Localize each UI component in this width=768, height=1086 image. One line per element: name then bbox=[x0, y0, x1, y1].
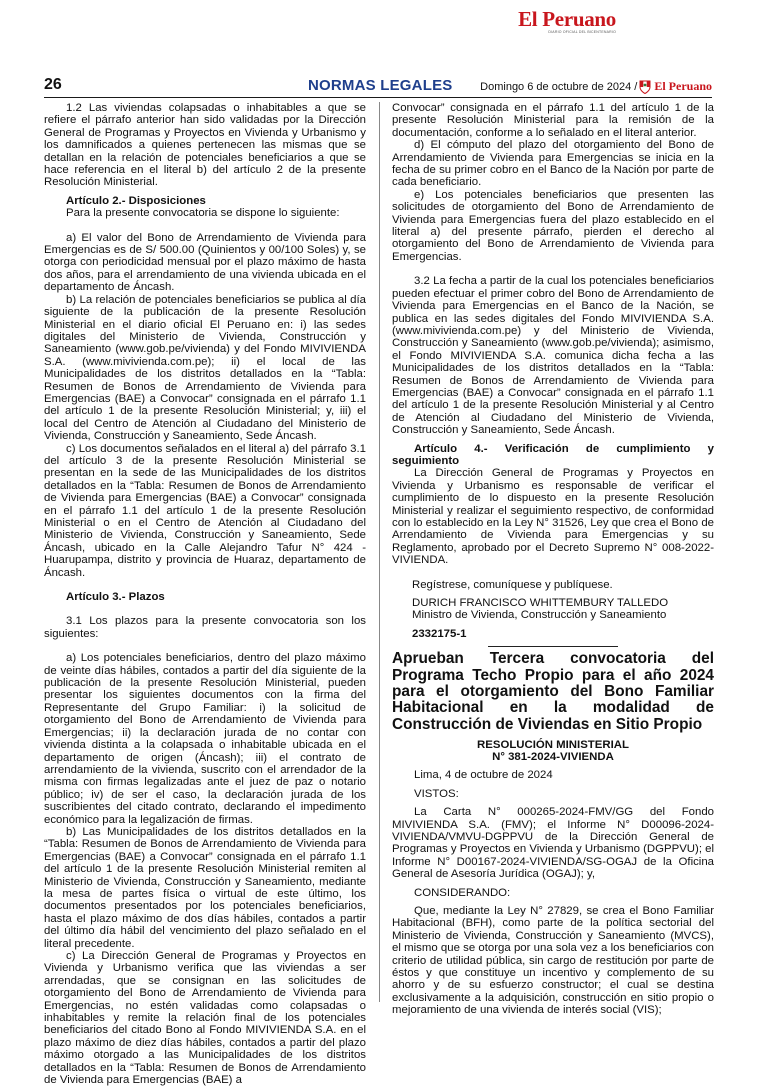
article-3-item-e: e) Los potenciales beneficiarios que presenten las solicitudes de otorgamiento del Bono de Arrendamiento de Vivienda para Emergencias fuera del plazo establecido en el literal a) del presente párrafo, pierden el derecho al otorgamiento del Bono de Arrendamiento de Vivienda para Emergencias. bbox=[392, 188, 714, 263]
publication-code: 2332175-1 bbox=[412, 627, 467, 640]
page-number: 26 bbox=[44, 76, 62, 93]
considerando-label: CONSIDERANDO: bbox=[414, 886, 511, 899]
vistos-body: La Carta N° 000265-2024-FMV/GG del Fondo MIVIVIENDA S.A. (FMV); el Informe N° D00096-2024-VIVIENDA/VMVU-DGPPVU de la Dirección General de Programas y Proyectos en Vivienda y Urbanismo (DGPPVU); el Informe N° D00167-2024-VIVIENDA/SG-OGAJ de la Oficina General de Asesoría Jurídica (OGAJ); y, bbox=[392, 806, 715, 881]
resolution-headline: Aprueban Tercera convocatoria del Programa Techo Propio para el año 2024 para el otorgamiento del Bono Familiar Habitacional en la modalidad de Construcción de Viviendas en Sitio Propio bbox=[392, 650, 714, 733]
resolution-number: N° 381-2024-VIVIENDA bbox=[492, 751, 614, 764]
brand-name: El Peruano bbox=[654, 79, 712, 93]
left-column bbox=[44, 102, 366, 1086]
separator-rule bbox=[488, 646, 618, 647]
article-3-item-a: a) Los potenciales beneficiarios, dentro del plazo máximo de veinte días hábiles, contados a partir del día siguiente de la publicación de la presente Resolución Ministerial, pueden presentar los siguientes documentos con la firma del Representante del Grupo Familiar: i) la solicitud de otorgamiento del Bono de Arrendamiento de Vivienda para Emergencias; ii) la declaración jurada de no contar con vivienda distinta a la colapsada o inhabitable ubicada en el departamento de origen (Áncash); iii) el contrato de arrendamiento de la vivienda, suscrito con el arrendador de la misma con firmas legalizadas ante el juez de paz o notario público; iv) de ser el caso, la declaración jurada de los suscribientes del citado contrato, declarando el impedimento económico para la legalización de firmas. bbox=[44, 652, 366, 826]
article-2-intro: Para la presente convocatoria se dispone lo siguiente: bbox=[66, 207, 340, 220]
paragraph-3-2: 3.2 La fecha a partir de la cual los potenciales beneficiarios pueden efectuar el primer cobro del Bono de Arrendamiento de Vivienda para Emergencias en el Banco de la Nación, se publica en las sedes digitales del Fondo MIVIVIENDA S.A. (www.mivivienda.com.pe) y del Ministerio de Vivienda, Construcción y Saneamiento (www.gob.pe/vivienda); asimismo, el Fondo MIVIVIENDA S.A. comunica dicha fecha a las Municipalidades de los distritos detallados en la “Tabla: Resumen de Bonos de Arrendamiento de Vivienda para Emergencias (BAE) a Convocar” consignada en el párrafo 1.1 del artículo 1 de la presente Resolución Ministerial y al Centro de Atención al Ciudadano del Ministerio de Vivienda, Construcción y Saneamiento, Sede Áncash. bbox=[392, 275, 714, 437]
header-date-brand bbox=[480, 79, 712, 94]
signer-name: DURICH FRANCISCO WHITTEMBURY TALLEDO bbox=[412, 597, 669, 610]
vistos-label: VISTOS: bbox=[414, 787, 459, 800]
article-3-item-d: d) El cómputo del plazo del otorgamiento del Bono de Arrendamiento de Vivienda para Emergencias se inicia en la fecha de su primer cobro en el Banco de la Nación por parte de cada beneficiario. bbox=[392, 139, 714, 189]
article-2-title: Artículo 2.- Disposiciones bbox=[66, 194, 206, 207]
place-date: Lima, 4 de octubre de 2024 bbox=[414, 769, 553, 782]
article-3-intro: 3.1 Los plazos para la presente convocatoria son los siguientes: bbox=[44, 615, 366, 640]
article-2-item-b: b) La relación de potenciales beneficiarios se publica al día siguiente de la publicación de la presente Resolución Ministerial en el diario oficial El Peruano en: i) las sedes digitales del Ministerio de Vivienda, Construcción y Saneamiento (www.gob.pe/vivienda) y del Fondo MIVIVIENDA S.A. (www.mivivienda.com.pe); ii) el local de las Municipalidades de los distritos detallados en la “Tabla: Resumen de Bonos de Arrendamiento de Vivienda para Emergencias (BAE) a Convocar” consignada en el párrafo 1.1 del artículo 1 de la presente Resolución Ministerial; y, iii) el local del Centro de Atención al Ciudadano del Ministerio de Vivienda, Construcción y Saneamiento, Sede Áncash. bbox=[44, 293, 366, 443]
coat-of-arms-icon bbox=[639, 80, 651, 94]
paragraph-1-2: 1.2 Las viviendas colapsadas o inhabitables a que se refiere el párrafo anterior han sido validadas por la Dirección General de Programas y Proyectos en Vivienda y Urbanismo y los damnificados a quienes pertenecen las mismas que se detallan en la relación de potenciales beneficiarios a que se hace referencia en el literal b) del artículo 2 de la presente Resolución Ministerial. bbox=[44, 102, 366, 189]
signer-title: Ministro de Vivienda, Construcción y Saneamiento bbox=[412, 609, 667, 622]
article-2-item-c: c) Los documentos señalados en el literal a) del párrafo 3.1 del artículo 3 de la presente Resolución Ministerial se presentan en la sede de las Municipalidades de los distritos detallados en la “Tabla: Resumen de Bonos de Arrendamiento de Vivienda para Emergencias (BAE) a Convocar” consignada en el párrafo 1.1 del artículo 1 de la presente Resolución Ministerial o en el Centro de Atención al Ciudadano del Ministerio de Vivienda, Construcción y Saneamiento, Sede Áncash, ubicado en la Calle Alejandro Tafur N° 424 - Huarupampa, distrito y provincia de Huaraz, departamento de Áncash. bbox=[44, 442, 366, 579]
continued-text: Convocar” consignada en el párrafo 1.1 del artículo 1 de la presente Resolución Ministerial para la remisión de la documentación, conforme a lo señalado en el literal anterior. bbox=[392, 102, 714, 139]
masthead-logo: El Peruano bbox=[518, 7, 616, 31]
masthead bbox=[466, 8, 616, 35]
issue-date: Domingo 6 de octubre de 2024 / bbox=[480, 80, 638, 93]
article-3-item-c: c) La Dirección General de Programas y Proyectos en Vivienda y Urbanismo verifica que las viviendas a ser arrendadas, que se consignan en las solicitudes de otorgamiento del Bono de Arrendamiento de Vivienda para Emergencias, no estén validadas como colapsadas o inhabitables y remite la relación final de los potenciales beneficiarios del citado Bono al Fondo MIVIVIENDA S.A. en el plazo máximo de diez días hábiles, contados a partir del plazo máximo otorgado a las Municipalidades de los distritos detallados en la “Tabla: Resumen de Bonos de Arrendamiento de Vivienda para Emergencias (BAE) a bbox=[44, 950, 366, 1086]
article-4-body: La Dirección General de Programas y Proyectos en Vivienda y Urbanismo es responsable de verificar el cumplimiento de lo dispuesto en la presente Resolución Ministerial y realizar el seguimiento respectivo, de conformidad con lo establecido en la Ley N° 31526, Ley que crea el Bono de Arrendamiento de Vivienda para Emergencias y su Reglamento, aprobado por el Decreto Supremo N° 008-2022-VIVIENDA. bbox=[392, 467, 714, 567]
article-2-item-a: a) El valor del Bono de Arrendamiento de Vivienda para Emergencias es de S/ 500.00 (Quinientos y 00/100 Soles) y, se otorga con periodicidad mensual por el plazo máximo de hasta dos años, para el arrendamiento de una vivienda ubicada en el departamento de Áncash. bbox=[44, 231, 366, 294]
section-title: NORMAS LEGALES bbox=[308, 77, 453, 94]
column-divider bbox=[379, 102, 380, 1002]
right-column bbox=[392, 102, 714, 1017]
closing-formula: Regístrese, comuníquese y publíquese. bbox=[412, 578, 613, 591]
article-3-title: Artículo 3.- Plazos bbox=[66, 591, 165, 604]
article-4-title: Artículo 4.- Verificación de cumplimiento y seguimiento bbox=[392, 442, 714, 467]
masthead-tagline: DIARIO OFICIAL DEL BICENTENARIO bbox=[548, 30, 616, 34]
page-header bbox=[44, 76, 712, 98]
resolution-label: RESOLUCIÓN MINISTERIAL bbox=[477, 739, 629, 752]
article-3-item-b: b) Las Municipalidades de los distritos detallados en la “Tabla: Resumen de Bonos de Arrendamiento de Vivienda para Emergencias (BAE) a Convocar” consignada en el párrafo 1.1 del artículo 1 de la presente Resolución Ministerial remiten al Ministerio de Vivienda, Construcción y Saneamiento, mediante la mesa de partes física o virtual de este último, los documentos presentados por los potenciales beneficiarios, hasta el plazo máximo de dos días hábiles, contados a partir del último día hábil del vencimiento del plazo señalado en el literal precedente. bbox=[44, 825, 366, 950]
considerando-body: Que, mediante la Ley N° 27829, se crea el Bono Familiar Habitacional (BFH), como parte de la política sectorial del Ministerio de Vivienda, Construcción y Saneamiento (MVCS), el mismo que se otorga por una sola vez a los beneficiarios con criterio de utilidad pública, sin cargo de restitución por parte de éstos y que constituye un incentivo y complemento de su ahorro y de su esfuerzo constructor; el cual se destina exclusivamente a la adquisición, construcción en sitio propio o mejoramiento de una vivienda de interés social (VIS); bbox=[392, 904, 714, 1017]
